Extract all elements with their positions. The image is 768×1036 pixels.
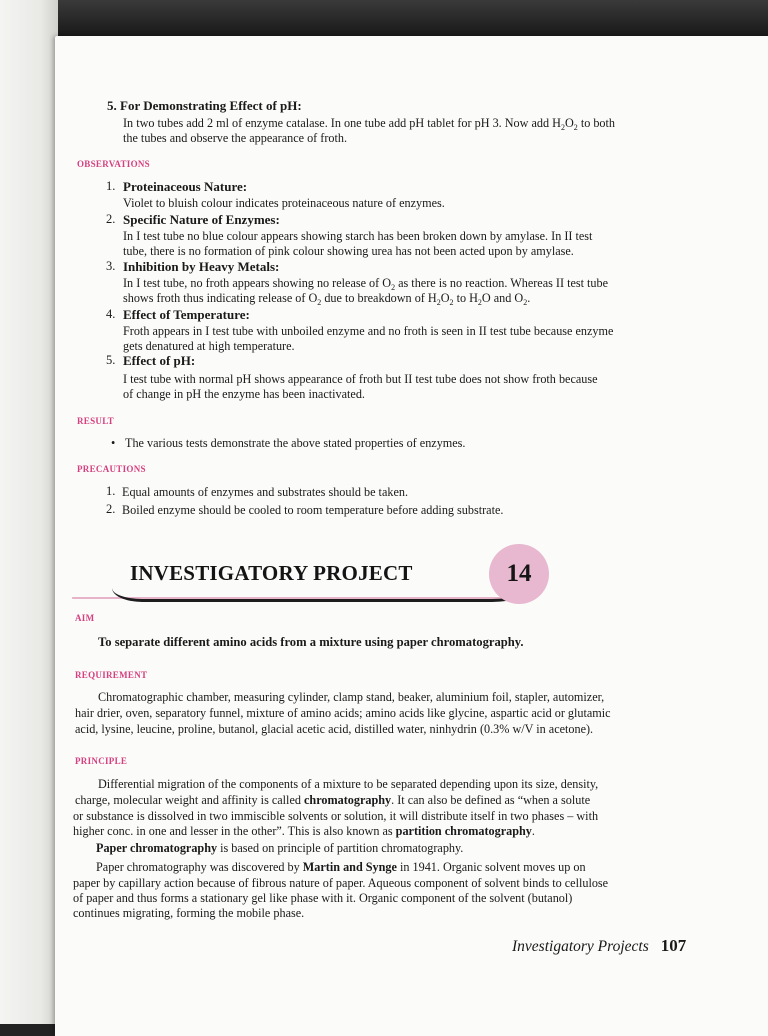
precautions-heading: precautions xyxy=(77,460,146,475)
obs3-l2-sub5: 2 xyxy=(523,298,528,307)
precaution2-text: Boiled enzyme should be cooled to room temperature before adding substrate. xyxy=(122,503,504,517)
sec5-sub2: 2 xyxy=(573,123,578,132)
principle-p1-l4a: higher conc. in one and lesser in the other”. This is also known as xyxy=(73,824,396,838)
principle-p3-line4: continues migrating, forming the mobile phase. xyxy=(73,906,305,920)
obs5-title: Effect of pH: xyxy=(123,353,196,368)
principle-p1-l4c: . xyxy=(531,824,535,838)
obs1-num: 1. xyxy=(106,179,116,193)
obs1-title: Proteinaceous Nature: xyxy=(123,179,248,194)
project-number-badge: 14 xyxy=(489,544,549,604)
obs2-line2: tube, there is no formation of pink colour showing urea has not been acted upon by amylase. xyxy=(123,244,574,258)
obs2-title: Specific Nature of Enzymes: xyxy=(123,212,280,227)
requirement-line2: hair drier, oven, separatory funnel, mixture of amino acids; amino acids like glycine, aspartic acid or glutamic xyxy=(75,706,611,720)
obs4-line2: gets denatured at high temperature. xyxy=(123,339,295,353)
principle-p1-l2c: . It can also be defined as “when a solute xyxy=(391,793,591,807)
principle-p3-line2: paper by capillary action because of fibrous nature of paper. Aqueous component of solvent binds to cellulose xyxy=(73,876,609,890)
precaution2-num: 2. xyxy=(106,502,116,516)
aim-text: To separate different amino acids from a mixture using paper chromatography. xyxy=(98,635,524,649)
sec5-heading xyxy=(107,98,302,114)
sec5-text-a: In two tubes add 2 ml of enzyme catalase. In one tube add pH tablet for pH 3. Now add H xyxy=(123,116,561,130)
result-text: The various tests demonstrate the above stated properties of enzymes. xyxy=(125,436,466,450)
obs3-l2-sub2: 2 xyxy=(436,298,441,307)
obs3-l1b: as there is no reaction. Whereas II test tube xyxy=(395,276,609,290)
obs3-line1 xyxy=(123,276,608,291)
obs3-l2d: to H xyxy=(453,291,478,305)
obs3-l1a: In I test tube, no froth appears showing no release of O xyxy=(123,276,392,290)
obs3-l2-sub1: 2 xyxy=(317,298,322,307)
obs3-l1-sub: 2 xyxy=(391,283,396,292)
principle-p1-l2a: charge, molecular weight and affinity is called xyxy=(75,793,304,807)
principle-p3-line1 xyxy=(96,860,586,875)
sec5-text-c: to both xyxy=(577,116,616,130)
document-page xyxy=(55,36,768,1036)
principle-p1-line2 xyxy=(75,793,590,808)
principle-term-partition: partition chromatography xyxy=(395,824,532,838)
obs3-l2-sub3: 2 xyxy=(449,298,454,307)
result-bullet: • xyxy=(111,436,116,450)
obs3-l2f: . xyxy=(527,291,531,305)
obs4-title: Effect of Temperature: xyxy=(123,307,250,322)
obs2-line1: In I test tube no blue colour appears showing starch has been broken down by amylase. In II test xyxy=(123,229,593,243)
obs3-l2-sub4: 2 xyxy=(477,298,482,307)
principle-p3-l1a: Paper chromatography was discovered by xyxy=(96,860,303,874)
principle-heading: principle xyxy=(75,752,128,767)
scanner-edge-top xyxy=(0,0,768,40)
sec5-num: 5. xyxy=(107,98,117,113)
obs3-l2a: shows froth thus indicating release of O xyxy=(123,291,318,305)
precaution1-text: Equal amounts of enzymes and substrates should be taken. xyxy=(122,485,409,499)
observations-heading: observations xyxy=(77,155,150,170)
principle-p1-line3: or substance is dissolved in two immiscible solvents or solution, it will distribute itself in two phases – with xyxy=(73,809,599,823)
requirement-heading: requirement xyxy=(75,666,148,681)
footer-label: Investigatory Projects xyxy=(512,938,649,955)
banner-title: INVESTIGATORY PROJECT xyxy=(130,561,413,585)
precaution1-num: 1. xyxy=(106,484,116,498)
sec5-line2: the tubes and observe the appearance of froth. xyxy=(123,131,348,146)
principle-p2b: is based on principle of partition chromatography. xyxy=(217,841,464,855)
obs3-l2e: O and O xyxy=(481,291,524,305)
principle-term-chromatography: chromatography xyxy=(304,793,392,807)
obs4-num: 4. xyxy=(106,307,116,321)
sec5-body xyxy=(123,116,615,147)
aim-heading: aim xyxy=(75,609,95,624)
principle-term-martin-synge: Martin and Synge xyxy=(302,860,397,874)
principle-term-paper: Paper chromatography xyxy=(96,841,218,855)
requirement-line1: Chromatographic chamber, measuring cylinder, clamp stand, beaker, aluminium foil, stapler, automizer, xyxy=(98,690,605,704)
result-heading: result xyxy=(77,412,114,427)
project-banner xyxy=(72,543,552,609)
obs2-num: 2. xyxy=(106,212,116,226)
principle-p3-line3: of paper and thus forms a stationary gel like phase with it. Organic component of the solvent (butanol) xyxy=(73,891,573,905)
requirement-line3: acid, lysine, leucine, proline, butanol, glacial acetic acid, distilled water, ninhydrin (0.3% w/V in acetone). xyxy=(75,722,594,736)
sec5-text-b: O xyxy=(564,116,574,130)
principle-p3-l1c: in 1941. Organic solvent moves up on xyxy=(396,860,586,874)
principle-p1-line1: Differential migration of the components of a mixture to be separated depending upon its size, density, xyxy=(98,777,599,791)
obs5-line2: of change in pH the enzyme has been inactivated. xyxy=(123,387,365,401)
sec5-title: For Demonstrating Effect of pH: xyxy=(120,98,302,113)
obs3-l2b: due to breakdown of H xyxy=(321,291,437,305)
scanner-edge-left xyxy=(0,0,58,1024)
obs1-line1: Violet to bluish colour indicates proteinaceous nature of enzymes. xyxy=(123,196,445,210)
obs3-line2 xyxy=(123,291,530,306)
principle-p1-line4 xyxy=(73,824,535,839)
obs5-num: 5. xyxy=(106,353,116,367)
sec5-sub1: 2 xyxy=(560,123,565,132)
obs3-num: 3. xyxy=(106,259,116,273)
obs3-title: Inhibition by Heavy Metals: xyxy=(123,259,280,274)
principle-p2 xyxy=(96,841,463,856)
page-number: 107 xyxy=(660,936,687,955)
obs3-l2c: O xyxy=(440,291,450,305)
obs5-line1: I test tube with normal pH shows appearance of froth but II test tube does not show froth because xyxy=(123,372,598,386)
obs4-line1: Froth appears in I test tube with unboiled enzyme and no froth is seen in II test tube because enzyme xyxy=(123,324,614,338)
page-footer xyxy=(512,936,686,956)
